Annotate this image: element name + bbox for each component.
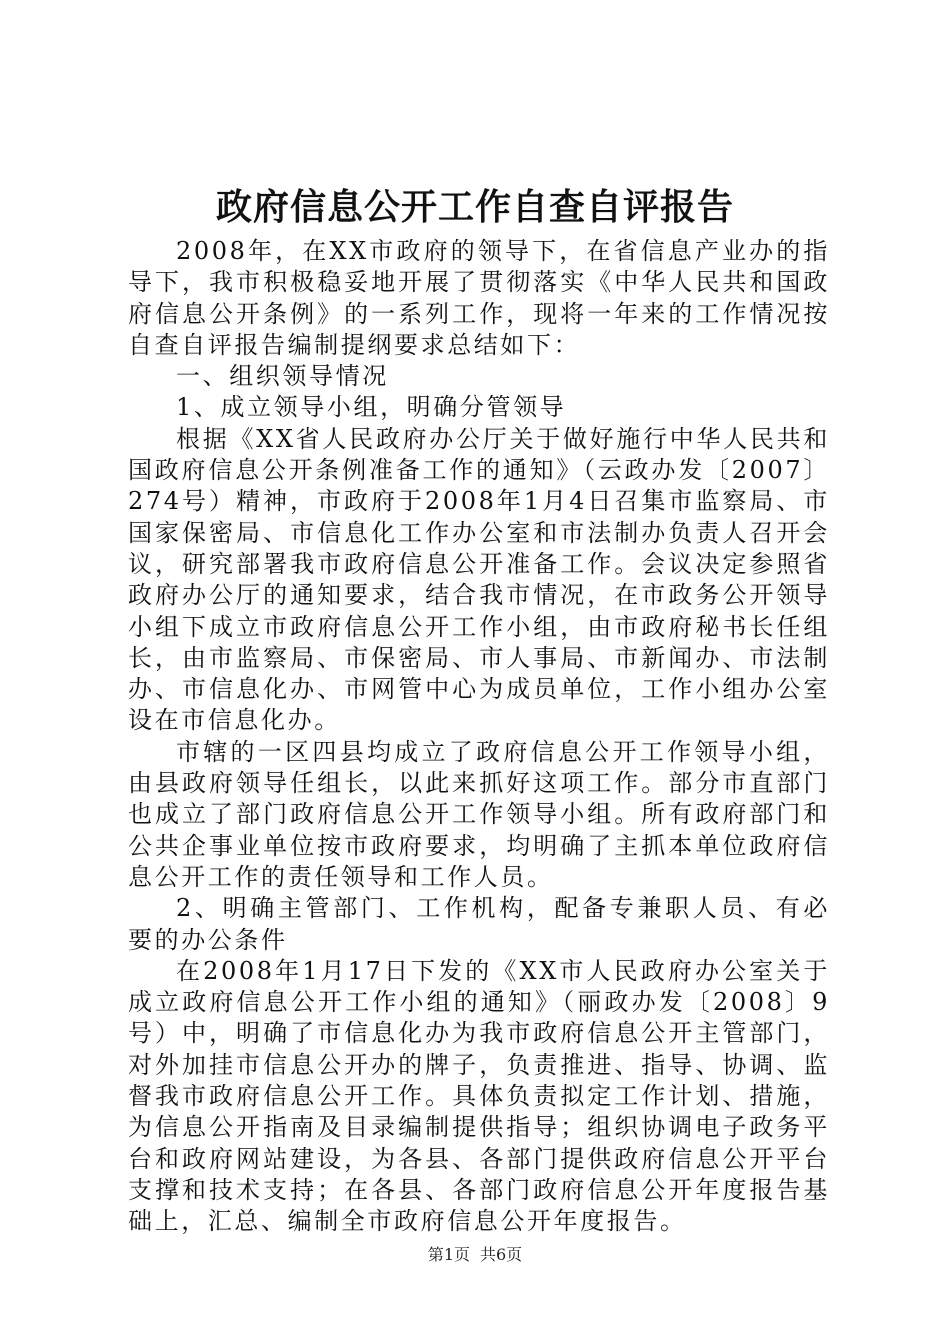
paragraph-county-groups: 市辖的一区四县均成立了政府信息公开工作领导小组，由县政府领导任组长，以此来抓好这项工作。部分市直部门也成立了部门政府信息公开工作领导小组。所有政府部门和公共企事业单位按市政府要求，均明确了主抓本单位政府信息公开工作的责任领导和工作人员。 (128, 737, 830, 891)
section-heading-organization: 一、组织领导情况 (176, 362, 389, 391)
intro-paragraph: 2008年，在XX市政府的领导下，在省信息产业办的指导下，我市积极稳妥地开展了贯彻落实《中华人民共和国政府信息公开条例》的一系列工作，现将一年来的工作情况按自查自评报告编制提纲要求总结如下： (128, 237, 830, 359)
subheading-department: 2、明确主管部门、工作机构，配备专兼职人员、有必要的办公条件 (128, 894, 830, 954)
page-footer (0, 1244, 950, 1266)
subheading-leading-group: 1、成立领导小组，明确分管领导 (176, 393, 567, 422)
paragraph-meeting: 根据《XX省人民政府办公厅关于做好施行中华人民共和国政府信息公开条例准备工作的通知》（云政办发〔2007〕274号）精神，市政府于2008年1月4日召集市监察局、市国家保密局、市信息化工作办公室和市法制办负责人召开会议，研究部署我市政府信息公开准备工作。会议决定参照省政府办公厅的通知要求，结合我市情况，在市政务公开领导小组下成立市政府信息公开工作小组，由市政府秘书长任组长，由市监察局、市保密局、市人事局、市新闻办、市法制办、市信息化办、市网管中心为成员单位，工作小组办公室设在市信息化办。 (128, 424, 830, 735)
page-number: 第1页 (427, 1245, 470, 1264)
paragraph-department-duties: 在2008年1月17日下发的《XX市人民政府办公室关于成立政府信息公开工作小组的通知》（丽政办发〔2008〕9号）中，明确了市信息化办为我市政府信息公开主管部门，对外加挂市信息公开办的牌子，负责推进、指导、协调、监督我市政府信息公开工作。具体负责拟定工作计划、措施，为信息公开指南及目录编制提供指导；组织协调电子政务平台和政府网站建设，为各县、各部门提供政府信息公开平台支撑和技术支持；在各县、各部门政府信息公开年度报告基础上，汇总、编制全市政府信息公开年度报告。 (128, 956, 830, 1236)
page-total: 共6页 (480, 1245, 523, 1264)
document-body (128, 236, 830, 1238)
document-title: 政府信息公开工作自查自评报告 (215, 186, 734, 228)
